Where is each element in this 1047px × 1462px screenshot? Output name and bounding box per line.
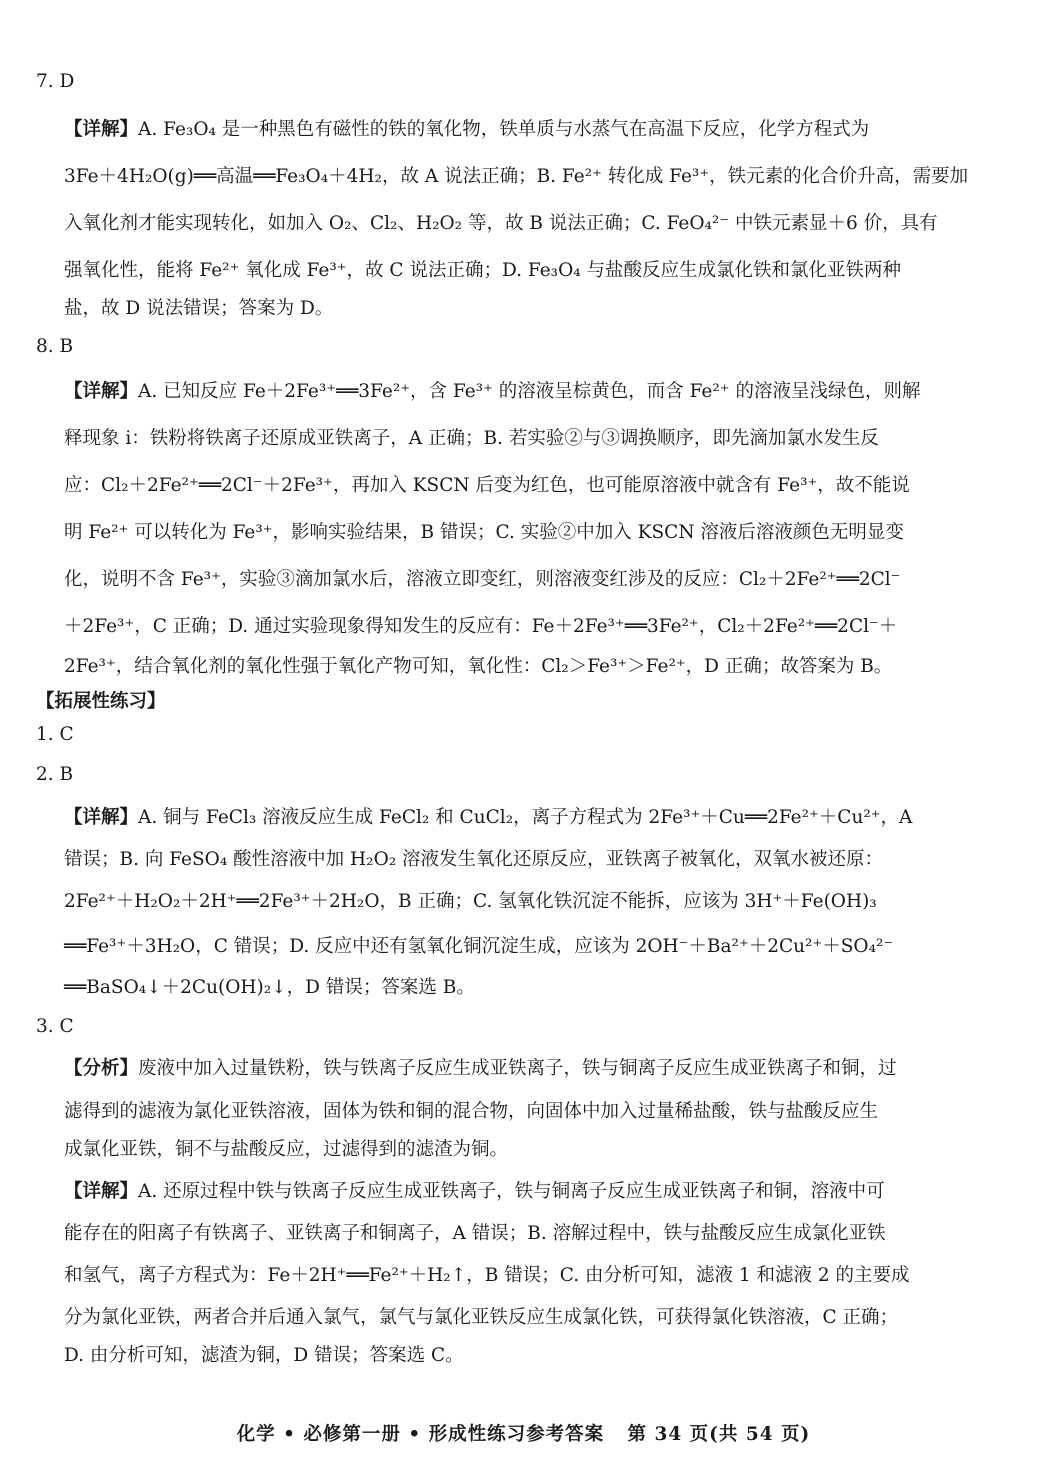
line-text: 盐，故 D 说法错误；答案为 D。: [64, 298, 334, 319]
line-text: 3. C: [36, 1016, 74, 1037]
footer-book-title: 化学 • 必修第一册 • 形成性练习参考答案: [236, 1424, 605, 1445]
answer-text-line: [64, 521, 1047, 545]
line-text: 分为氯化亚铁，两者合并后通入氯气，氯气与氯化亚铁反应生成氯化铁，可获得氯化铁溶液，C 正确；: [64, 1307, 899, 1328]
answer-text-line: [64, 848, 1047, 872]
line-text: 化，说明不含 Fe³⁺，实验③滴加氯水后，溶液立即变红，则溶液变红涉及的反应：Cl₂＋2Fe²⁺══2Cl⁻: [64, 569, 901, 590]
line-text: 8. B: [36, 336, 74, 357]
line-text: 应：Cl₂＋2Fe²⁺══2Cl⁻＋2Fe³⁺，再加入 KSCN 后变为红色，也可能原溶液中就含有 Fe³⁺，故不能说: [64, 475, 910, 496]
answer-text-line: [64, 655, 1047, 679]
line-text: 强氧化性，能将 Fe²⁺ 氧化成 Fe³⁺，故 C 说法正确；D. Fe₃O₄ 与盐酸反应生成氯化铁和氯化亚铁两种: [64, 260, 902, 281]
line-text: 【拓展性练习】: [36, 691, 166, 712]
question-number: [36, 723, 1047, 747]
question-number: [36, 763, 1047, 787]
section-heading: [36, 690, 1047, 714]
line-text: 废液中加入过量铁粉，铁与铁离子反应生成亚铁离子，铁与铜离子反应生成亚铁离子和铜，过: [138, 1058, 897, 1079]
answer-text-line: [64, 568, 1047, 592]
answer-text-line: [64, 474, 1047, 498]
line-text: 2Fe³⁺，结合氧化剂的氧化性强于氧化产物可知，氧化性：Cl₂＞Fe³⁺＞Fe²⁺，D 正确；故答案为 B。: [64, 656, 893, 677]
footer-page-number: 第 34 页(共 54 页): [627, 1424, 811, 1445]
line-text: 成氯化亚铁，铜不与盐酸反应，过滤得到的滤渣为铜。: [64, 1139, 509, 1160]
line-text: D. 由分析可知，滤渣为铜，D 错误；答案选 C。: [64, 1345, 464, 1366]
line-text: 2. B: [36, 764, 74, 785]
answer-text-line: [64, 1222, 1047, 1246]
answer-text-line: [64, 976, 1047, 1000]
answer-text-line: [64, 1180, 1047, 1204]
line-text: A. Fe₃O₄ 是一种黑色有磁性的铁的氧化物，铁单质与水蒸气在高温下反应，化学方程式为: [138, 119, 870, 140]
line-text: 2Fe²⁺＋H₂O₂＋2H⁺══2Fe³⁺＋2H₂O，B 正确；C. 氢氧化铁沉淀不能拆，应该为 3H⁺＋Fe(OH)₃: [64, 891, 877, 912]
question-number: [36, 70, 1047, 94]
answer-text-line: [64, 380, 1047, 404]
answer-text-line: [64, 1264, 1047, 1288]
question-number: [36, 335, 1047, 359]
line-text: ＋2Fe³⁺，C 正确；D. 通过实验现象得知发生的反应有：Fe＋2Fe³⁺══3Fe²⁺，Cl₂＋2Fe²⁺══2Cl⁻＋: [64, 616, 898, 637]
answer-text-line: [64, 259, 1047, 283]
answer-text-line: [64, 890, 1047, 914]
page-footer: [0, 1420, 1047, 1446]
line-text: ══BaSO₄↓＋2Cu(OH)₂↓，D 错误；答案选 B。: [64, 977, 475, 998]
answer-text-line: [64, 165, 1047, 189]
line-text: 和氢气，离子方程式为：Fe＋2H⁺══Fe²⁺＋H₂↑，B 错误；C. 由分析可知，滤液 1 和滤液 2 的主要成: [64, 1265, 910, 1286]
explanation-tag: 【详解】: [64, 119, 139, 140]
question-number: [36, 1015, 1047, 1039]
answer-text-line: [64, 1057, 1047, 1081]
line-text: A. 铜与 FeCl₃ 溶液反应生成 FeCl₂ 和 CuCl₂，离子方程式为 2Fe³⁺＋Cu══2Fe²⁺＋Cu²⁺，A: [138, 807, 913, 828]
line-text: 3Fe＋4H₂O(g)══高温══Fe₃O₄＋4H₂，故 A 说法正确；B. Fe²⁺ 转化成 Fe³⁺，铁元素的化合价升高，需要加: [64, 166, 969, 187]
explanation-tag: 【分析】: [64, 1058, 139, 1079]
line-text: 1. C: [36, 724, 74, 745]
line-text: 释现象 i：铁粉将铁离子还原成亚铁离子，A 正确；B. 若实验②与③调换顺序，即先滴加氯水发生反: [64, 428, 879, 449]
line-text: A. 还原过程中铁与铁离子反应生成亚铁离子，铁与铜离子反应生成亚铁离子和铜，溶液中可: [138, 1181, 885, 1202]
line-text: 滤得到的滤液为氯化亚铁溶液，固体为铁和铜的混合物，向固体中加入过量稀盐酸，铁与盐酸反应生: [64, 1101, 879, 1122]
answer-text-line: [64, 806, 1047, 830]
answer-text-line: [64, 615, 1047, 639]
answer-text-line: [64, 427, 1047, 451]
line-text: 错误；B. 向 FeSO₄ 酸性溶液中加 H₂O₂ 溶液发生氧化还原反应，亚铁离子被氧化，双氧水被还原：: [64, 849, 884, 870]
answer-text-line: [64, 1306, 1047, 1330]
answer-text-line: [64, 212, 1047, 236]
answer-text-line: [64, 1100, 1047, 1124]
answer-text-line: [64, 118, 1047, 142]
explanation-tag: 【详解】: [64, 1181, 139, 1202]
explanation-tag: 【详解】: [64, 381, 139, 402]
line-text: A. 已知反应 Fe＋2Fe³⁺══3Fe²⁺，含 Fe³⁺ 的溶液呈棕黄色，而含 Fe²⁺ 的溶液呈浅绿色，则解: [138, 381, 921, 402]
explanation-tag: 【详解】: [64, 807, 139, 828]
line-text: 7. D: [36, 71, 75, 92]
answer-text-line: [64, 297, 1047, 321]
answer-text-line: [64, 1344, 1047, 1368]
line-text: ══Fe³⁺＋3H₂O，C 错误；D. 反应中还有氢氧化铜沉淀生成，应该为 2OH⁻＋Ba²⁺＋2Cu²⁺＋SO₄²⁻: [64, 936, 894, 957]
answer-text-line: [64, 1138, 1047, 1162]
answer-text-line: [64, 935, 1047, 959]
line-text: 明 Fe²⁺ 可以转化为 Fe³⁺，影响实验结果，B 错误；C. 实验②中加入 KSCN 溶液后溶液颜色无明显变: [64, 522, 904, 543]
line-text: 入氧化剂才能实现转化，如加入 O₂、Cl₂、H₂O₂ 等，故 B 说法正确；C. FeO₄²⁻ 中铁元素显＋6 价，具有: [64, 213, 938, 234]
line-text: 能存在的阳离子有铁离子、亚铁离子和铜离子，A 错误；B. 溶解过程中，铁与盐酸反应生成氯化亚铁: [64, 1223, 886, 1244]
